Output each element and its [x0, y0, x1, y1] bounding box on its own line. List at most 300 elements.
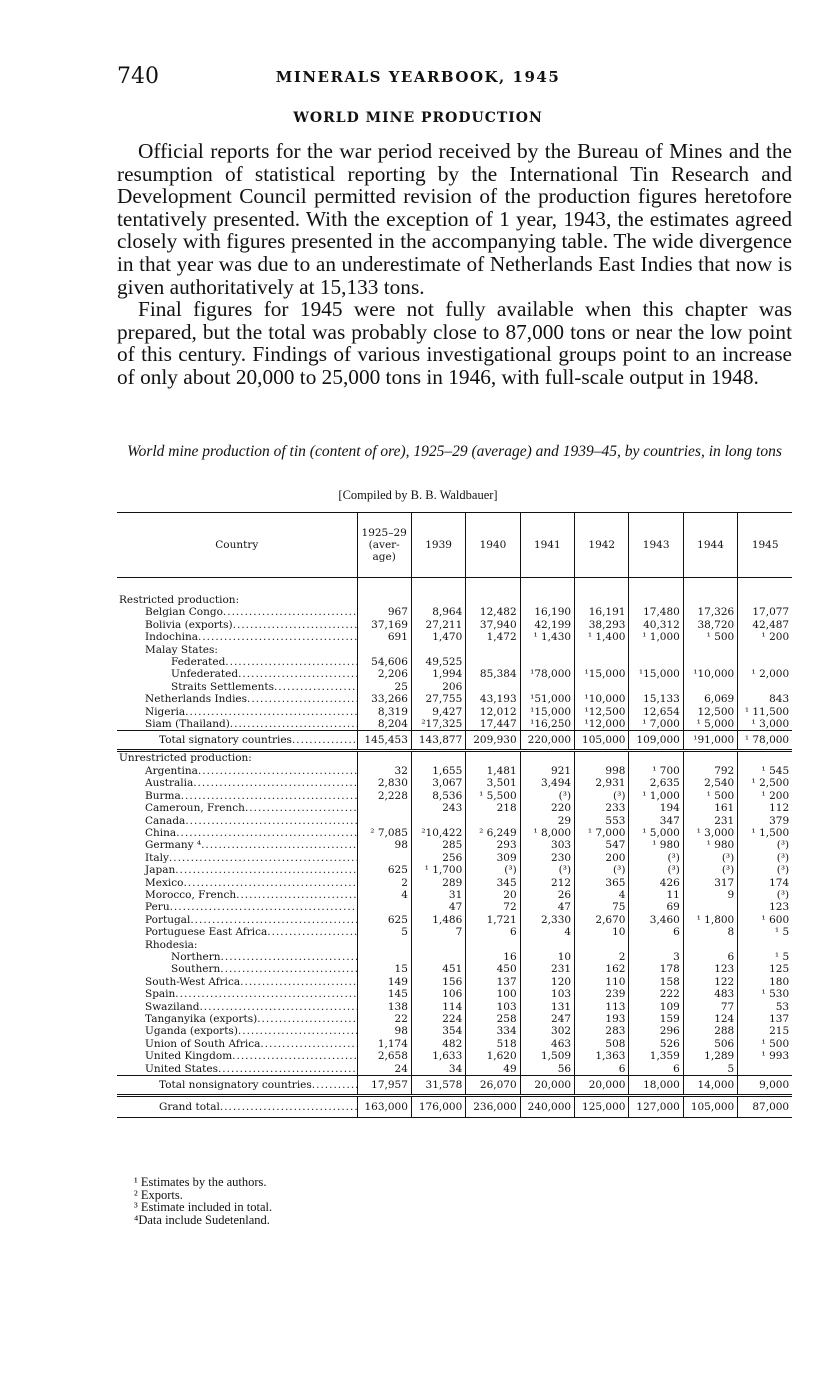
value-cell: 2,228 — [357, 790, 411, 802]
value-cell: 25 — [357, 681, 411, 693]
value-cell — [357, 951, 411, 963]
dot-leader — [257, 1013, 357, 1025]
value-cell: 27,755 — [411, 693, 465, 705]
country-name — [117, 827, 357, 839]
dot-leader — [220, 1101, 357, 1113]
value-cell: 145,453 — [357, 731, 411, 751]
value-cell: 114 — [411, 1001, 465, 1013]
value-cell: ¹78,000 — [520, 668, 574, 680]
value-cell: 27,211 — [411, 619, 465, 631]
value-cell: 162 — [575, 963, 629, 975]
country-label: Australia — [145, 777, 194, 790]
value-cell: 6 — [683, 951, 737, 963]
value-cell: 12,012 — [466, 706, 520, 718]
dot-leader — [198, 765, 357, 777]
country-label: Cameroun, French — [145, 802, 245, 815]
dot-leader — [193, 777, 357, 789]
spacer-row — [117, 578, 792, 595]
value-cell: 56 — [520, 1063, 574, 1076]
value-cell: 625 — [357, 864, 411, 876]
value-cell: 625 — [357, 914, 411, 926]
dot-leader — [201, 839, 357, 851]
value-cell: 112 — [738, 802, 792, 814]
value-cell: 247 — [520, 1013, 574, 1025]
column-header: 1925–29 (aver-age) — [357, 513, 411, 578]
country-label: United Kingdom — [145, 1050, 233, 1063]
value-cell: (³) — [738, 852, 792, 864]
value-cell: 4 — [357, 889, 411, 901]
country-name — [117, 1038, 357, 1050]
value-cell: 220,000 — [520, 731, 574, 751]
value-cell: 15,133 — [629, 693, 683, 705]
country-label: Southern — [171, 963, 221, 976]
footnote: ³ Estimate included in total. — [134, 1200, 273, 1215]
value-cell: 69 — [629, 901, 683, 913]
table-compiled-by: [Compiled by B. B. Waldbauer] — [338, 488, 498, 502]
dot-leader — [225, 656, 357, 668]
value-cell: (³) — [520, 864, 574, 876]
value-cell: 17,326 — [683, 606, 737, 618]
dot-leader — [190, 914, 357, 926]
value-cell — [738, 751, 792, 765]
country-label: Uganda (exports) — [145, 1025, 238, 1038]
column-header: Country — [117, 513, 357, 578]
value-cell — [357, 901, 411, 913]
value-cell: 17,077 — [738, 606, 792, 618]
value-cell: 159 — [629, 1013, 683, 1025]
value-cell: ¹ 545 — [738, 765, 792, 777]
value-cell: ¹ 200 — [738, 631, 792, 643]
value-cell: 163,000 — [357, 1096, 411, 1118]
country-label: Argentina — [145, 764, 198, 777]
value-cell: 1,470 — [411, 631, 465, 643]
value-cell: 3 — [629, 951, 683, 963]
country-name — [117, 1013, 357, 1025]
value-cell: 110 — [575, 976, 629, 988]
value-cell: 14,000 — [683, 1076, 737, 1096]
value-cell: 38,720 — [683, 619, 737, 631]
value-cell: ¹91,000 — [683, 731, 737, 751]
country-label: Indochina — [145, 631, 198, 644]
footnote: ² Exports. — [134, 1187, 183, 1202]
value-cell: (³) — [520, 790, 574, 802]
value-cell: 1,486 — [411, 914, 465, 926]
value-cell: 72 — [466, 901, 520, 913]
value-cell: 77 — [683, 1001, 737, 1013]
value-cell: 283 — [575, 1025, 629, 1037]
table-row — [117, 939, 792, 951]
table-row — [117, 706, 792, 718]
value-cell: (³) — [629, 864, 683, 876]
section-label-row — [117, 751, 792, 765]
dot-leader — [247, 693, 357, 705]
value-cell: ¹ 3,000 — [738, 718, 792, 731]
value-cell: (³) — [466, 864, 520, 876]
dot-leader — [232, 1050, 357, 1062]
spacer-cell — [683, 578, 737, 595]
value-cell: ¹ 7,000 — [575, 827, 629, 839]
value-cell: 243 — [411, 802, 465, 814]
value-cell: ¹ 500 — [738, 1038, 792, 1050]
value-cell: 8,319 — [357, 706, 411, 718]
section-label: Unrestricted production: — [117, 751, 357, 765]
value-cell: 47 — [411, 901, 465, 913]
value-cell: 200 — [575, 852, 629, 864]
country-label: Germany ⁴ — [145, 839, 202, 852]
value-cell: 288 — [683, 1025, 737, 1037]
section-label: Restricted production: — [119, 594, 240, 606]
value-cell: 293 — [466, 839, 520, 851]
value-cell — [738, 1063, 792, 1076]
section-title: WORLD MINE PRODUCTION — [293, 110, 543, 126]
value-cell: 103 — [520, 988, 574, 1000]
value-cell: ¹10,000 — [575, 693, 629, 705]
value-cell — [357, 852, 411, 864]
value-cell: 37,169 — [357, 619, 411, 631]
spacer-cell — [520, 578, 574, 595]
value-cell: ¹ 600 — [738, 914, 792, 926]
value-cell: 16 — [466, 951, 520, 963]
value-cell: (³) — [683, 852, 737, 864]
value-cell: ¹ 1,400 — [575, 631, 629, 643]
country-name — [117, 606, 357, 618]
value-cell: 137 — [738, 1013, 792, 1025]
value-cell: 43,193 — [466, 693, 520, 705]
country-label: Spain — [145, 988, 176, 1001]
value-cell: 85,384 — [466, 668, 520, 680]
column-header: 1945 — [738, 513, 792, 578]
country-label: Netherlands Indies — [145, 693, 248, 706]
value-cell: 4 — [520, 926, 574, 938]
country-label: Portuguese East Africa — [145, 926, 268, 939]
value-cell: 230 — [520, 852, 574, 864]
value-cell: 240,000 — [520, 1096, 574, 1118]
value-cell — [575, 751, 629, 765]
value-cell: 303 — [520, 839, 574, 851]
value-cell — [466, 594, 520, 606]
value-cell: ¹ 78,000 — [738, 731, 792, 751]
value-cell — [357, 644, 411, 656]
spacer-cell — [117, 578, 357, 595]
country-label: Grand total — [159, 1101, 220, 1114]
value-cell — [575, 656, 629, 668]
value-cell: 122 — [683, 976, 737, 988]
value-cell: ¹ 200 — [738, 790, 792, 802]
value-cell: 125,000 — [575, 1096, 629, 1118]
dot-leader — [238, 668, 357, 680]
value-cell: 16,191 — [575, 606, 629, 618]
value-cell: 1,481 — [466, 765, 520, 777]
value-cell: 1,994 — [411, 668, 465, 680]
value-cell: 8,536 — [411, 790, 465, 802]
dot-leader — [292, 734, 357, 746]
value-cell: 463 — [520, 1038, 574, 1050]
value-cell: ¹ 11,500 — [738, 706, 792, 718]
value-cell: 967 — [357, 606, 411, 618]
dot-leader — [181, 790, 357, 802]
value-cell: 289 — [411, 877, 465, 889]
country-name — [117, 1001, 357, 1013]
value-cell: 2 — [357, 877, 411, 889]
value-cell: 6,069 — [683, 693, 737, 705]
country-name — [117, 939, 357, 951]
value-cell: 10 — [575, 926, 629, 938]
value-cell: 285 — [411, 839, 465, 851]
value-cell — [357, 594, 411, 606]
value-cell: ¹ 700 — [629, 765, 683, 777]
value-cell — [466, 681, 520, 693]
country-label: Total nonsignatory countries — [159, 1079, 312, 1092]
value-cell: ¹ 8,000 — [520, 827, 574, 839]
table-row — [117, 606, 792, 618]
dot-leader — [199, 1001, 357, 1013]
value-cell: 10 — [520, 951, 574, 963]
value-cell: 75 — [575, 901, 629, 913]
table-row — [117, 901, 792, 913]
paragraph-1: Official reports for the war period received by the Bureau of Mines and the resumption of statistical reporting by the International Tin Research and Development Council permitted revision of the production figures heretofore tentatively presented. With the exception of 1 year, 1943, the estimates agreed closely with figures presented in the accompanying table. The wide divergence in that year was due to an underestimate of Netherlands East Indies that now is given authoritatively at 15,133 tons. — [117, 139, 792, 299]
value-cell — [629, 644, 683, 656]
value-cell: 691 — [357, 631, 411, 643]
value-cell: 15 — [357, 963, 411, 975]
value-cell: 2,540 — [683, 777, 737, 789]
value-cell: 138 — [357, 1001, 411, 1013]
value-cell: ¹ 1,000 — [629, 631, 683, 643]
value-cell: 20,000 — [575, 1076, 629, 1096]
value-cell: 8,964 — [411, 606, 465, 618]
value-cell: 1,633 — [411, 1050, 465, 1062]
country-label: Total signatory countries — [159, 734, 292, 747]
dot-leader — [185, 815, 357, 827]
value-cell: ¹ 1,700 — [411, 864, 465, 876]
body-text — [117, 140, 792, 389]
value-cell: ¹16,250 — [520, 718, 574, 731]
dot-leader — [221, 951, 357, 963]
value-cell: 1,359 — [629, 1050, 683, 1062]
spacer-cell — [466, 578, 520, 595]
value-cell: ¹ 500 — [683, 631, 737, 643]
value-cell: 40,312 — [629, 619, 683, 631]
table-row — [117, 1013, 792, 1025]
value-cell: ² 6,249 — [466, 827, 520, 839]
value-cell: 194 — [629, 802, 683, 814]
table-row — [117, 681, 792, 693]
value-cell: 131 — [520, 1001, 574, 1013]
table-header-row — [117, 513, 792, 578]
table-row — [117, 926, 792, 938]
country-name — [117, 1050, 357, 1062]
country-name — [117, 656, 357, 668]
value-cell: 42,199 — [520, 619, 574, 631]
value-cell: ¹ 980 — [683, 839, 737, 851]
country-name — [117, 718, 357, 731]
value-cell: 345 — [466, 877, 520, 889]
value-cell: 143,877 — [411, 731, 465, 751]
value-cell: 1,721 — [466, 914, 520, 926]
value-cell: 231 — [683, 815, 737, 827]
value-cell: 161 — [683, 802, 737, 814]
table-row — [117, 668, 792, 680]
table-row — [117, 656, 792, 668]
table-row — [117, 631, 792, 643]
dot-leader — [169, 852, 357, 864]
table-row — [117, 951, 792, 963]
country-label: Federated — [171, 656, 226, 669]
country-name — [117, 852, 357, 864]
spacer-cell — [411, 578, 465, 595]
value-cell: ¹ 980 — [629, 839, 683, 851]
country-name — [117, 681, 357, 693]
value-cell: 26 — [520, 889, 574, 901]
value-cell — [520, 644, 574, 656]
dot-leader — [175, 988, 357, 1000]
dot-leader — [274, 681, 357, 693]
value-cell: 5 — [357, 926, 411, 938]
value-cell: 3,501 — [466, 777, 520, 789]
value-cell: ¹ 500 — [683, 790, 737, 802]
country-name — [117, 914, 357, 926]
value-cell — [411, 951, 465, 963]
table-row — [117, 815, 792, 827]
dot-leader — [198, 631, 357, 643]
country-label: Nigeria — [145, 705, 186, 718]
country-name — [117, 963, 357, 975]
value-cell: 120 — [520, 976, 574, 988]
running-title: MINERALS YEARBOOK, 1945 — [275, 68, 561, 86]
value-cell: 426 — [629, 877, 683, 889]
table-row — [117, 976, 792, 988]
value-cell: 236,000 — [466, 1096, 520, 1118]
value-cell — [520, 939, 574, 951]
grand-total-row — [117, 1096, 792, 1118]
value-cell — [575, 939, 629, 951]
value-cell: 212 — [520, 877, 574, 889]
value-cell — [411, 939, 465, 951]
country-label: Swaziland — [145, 1000, 200, 1013]
value-cell: ¹ 530 — [738, 988, 792, 1000]
value-cell: 6 — [575, 1063, 629, 1076]
value-cell — [466, 644, 520, 656]
table-row — [117, 693, 792, 705]
table-row — [117, 827, 792, 839]
country-name — [117, 901, 357, 913]
table-row — [117, 777, 792, 789]
value-cell: ¹15,000 — [629, 668, 683, 680]
value-cell: 12,482 — [466, 606, 520, 618]
country-label: Unfederated — [171, 668, 239, 681]
value-cell: 347 — [629, 815, 683, 827]
table-row — [117, 852, 792, 864]
value-cell — [466, 751, 520, 765]
value-cell: 2,206 — [357, 668, 411, 680]
value-cell: 145 — [357, 988, 411, 1000]
value-cell: ¹ 1,430 — [520, 631, 574, 643]
value-cell: 49,525 — [411, 656, 465, 668]
country-label: Rhodesia: — [145, 938, 198, 951]
value-cell: 7 — [411, 926, 465, 938]
column-header: 1943 — [629, 513, 683, 578]
value-cell: 149 — [357, 976, 411, 988]
table-row — [117, 914, 792, 926]
country-name — [117, 976, 357, 988]
value-cell: 8 — [683, 926, 737, 938]
country-name — [117, 802, 357, 814]
value-cell: 451 — [411, 963, 465, 975]
value-cell: 379 — [738, 815, 792, 827]
value-cell: (³) — [683, 864, 737, 876]
value-cell: 239 — [575, 988, 629, 1000]
value-cell: 2,658 — [357, 1050, 411, 1062]
country-label: United States — [145, 1062, 218, 1075]
value-cell: 222 — [629, 988, 683, 1000]
value-cell — [357, 815, 411, 827]
value-cell — [466, 939, 520, 951]
value-cell — [738, 939, 792, 951]
country-name — [117, 839, 357, 851]
value-cell — [357, 751, 411, 765]
value-cell — [738, 681, 792, 693]
value-cell — [520, 594, 574, 606]
country-label: Morocco, French — [145, 888, 237, 901]
table-row — [117, 802, 792, 814]
value-cell: 206 — [411, 681, 465, 693]
value-cell: 220 — [520, 802, 574, 814]
table-row — [117, 1050, 792, 1062]
tin-production-table — [117, 512, 792, 1118]
value-cell: ¹51,000 — [520, 693, 574, 705]
value-cell: 365 — [575, 877, 629, 889]
table-row — [117, 790, 792, 802]
value-cell — [738, 594, 792, 606]
value-cell: 218 — [466, 802, 520, 814]
value-cell: 553 — [575, 815, 629, 827]
value-cell: 334 — [466, 1025, 520, 1037]
value-cell: 17,480 — [629, 606, 683, 618]
country-name — [117, 706, 357, 718]
value-cell: 87,000 — [738, 1096, 792, 1118]
value-cell — [520, 751, 574, 765]
dot-leader — [236, 889, 357, 901]
dot-leader — [240, 976, 357, 988]
value-cell — [575, 594, 629, 606]
country-label: Bolivia (exports) — [145, 618, 233, 631]
value-cell: 547 — [575, 839, 629, 851]
table-row — [117, 765, 792, 777]
value-cell: 506 — [683, 1038, 737, 1050]
dot-leader — [175, 864, 357, 876]
value-cell: ²10,422 — [411, 827, 465, 839]
value-cell: 103 — [466, 1001, 520, 1013]
dot-leader — [170, 901, 357, 913]
value-cell: 8,204 — [357, 718, 411, 731]
column-header: 1942 — [575, 513, 629, 578]
country-label: Portugal — [145, 913, 191, 926]
value-cell: ¹ 5 — [738, 926, 792, 938]
value-cell — [683, 939, 737, 951]
value-cell: 38,293 — [575, 619, 629, 631]
table-row — [117, 619, 792, 631]
value-cell: 483 — [683, 988, 737, 1000]
table-row — [117, 1001, 792, 1013]
value-cell: 17,447 — [466, 718, 520, 731]
value-cell: 2,635 — [629, 777, 683, 789]
country-label: Union of South Africa — [145, 1037, 261, 1050]
value-cell — [411, 594, 465, 606]
value-cell: 31 — [411, 889, 465, 901]
value-cell: 137 — [466, 976, 520, 988]
value-cell — [629, 751, 683, 765]
value-cell: 3,460 — [629, 914, 683, 926]
dot-leader — [233, 619, 357, 631]
